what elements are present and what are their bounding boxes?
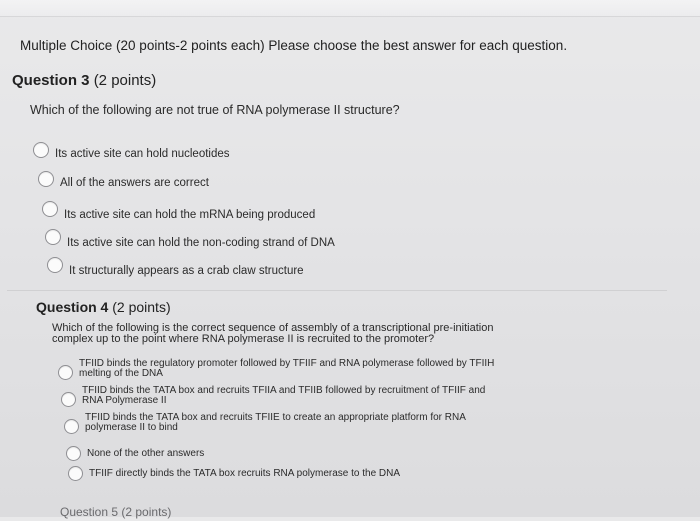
option-label	[85, 413, 466, 433]
question-4-number: Question 4	[36, 299, 109, 315]
option-label: It structurally appears as a crab claw structure	[69, 265, 304, 277]
radio-button[interactable]	[47, 257, 63, 273]
option-label: None of the other answers	[87, 448, 205, 459]
question-5-title-partial: Question 5 (2 points)	[60, 505, 172, 519]
option-line-1: TFIID binds the TATA box and recruits TFIIA and TFIIB followed by recruitment of TFIIF and	[82, 385, 486, 396]
option-line-1: TFIID binds the regulatory promoter followed by TFIIF and RNA polymerase followed by TFIIH	[79, 358, 495, 369]
question-3-points: (2 points)	[93, 72, 157, 89]
option-label	[79, 359, 494, 379]
radio-button[interactable]	[42, 201, 58, 217]
option-label: All of the answers are correct	[60, 177, 209, 189]
radio-button[interactable]	[33, 142, 49, 158]
option-label: TFIIF directly binds the TATA box recruits RNA polymerase to the DNA	[89, 468, 401, 479]
q3-option-2[interactable]	[38, 171, 209, 189]
option-label	[82, 386, 485, 406]
q3-option-3[interactable]	[42, 201, 315, 221]
option-label: Its active site can hold the non-coding strand of DNA	[67, 237, 335, 249]
radio-button[interactable]	[38, 171, 54, 187]
q4-option-2[interactable]	[61, 386, 485, 407]
instructions-header: Multiple Choice (20 points-2 points each) Please choose the best answer for each question.	[20, 38, 568, 53]
option-line-2: melting of the DNA	[79, 368, 163, 379]
question-4-prompt	[52, 323, 493, 345]
prompt-line-1: Which of the following is the correct sequence of assembly of a transcriptional pre-initiation	[52, 322, 494, 334]
q4-option-4[interactable]	[66, 446, 204, 461]
q3-option-4[interactable]	[45, 229, 335, 249]
radio-button[interactable]	[68, 466, 83, 481]
question-3-prompt: Which of the following are not true of RNA polymerase II structure?	[30, 103, 400, 117]
question-4-points: (2 points)	[112, 299, 171, 315]
radio-button[interactable]	[58, 365, 73, 380]
radio-button[interactable]	[61, 392, 76, 407]
option-label: Its active site can hold the mRNA being produced	[64, 209, 316, 221]
option-line-2: RNA Polymerase II	[82, 395, 167, 406]
q3-option-5[interactable]	[47, 257, 304, 277]
section-divider	[7, 290, 667, 291]
q4-option-3[interactable]	[64, 413, 466, 434]
radio-button[interactable]	[45, 229, 61, 245]
q3-option-1[interactable]	[33, 142, 230, 160]
question-3-number: Question 3	[12, 72, 90, 89]
q4-option-5[interactable]	[68, 466, 400, 481]
top-bar	[0, 0, 700, 17]
prompt-line-2: complex up to the point where RNA polymerase II is recruited to the promoter?	[52, 333, 435, 345]
radio-button[interactable]	[64, 419, 79, 434]
option-line-1: TFIID binds the TATA box and recruits TFIIE to create an appropriate platform for RNA	[85, 412, 466, 423]
question-4-title	[36, 299, 171, 315]
question-3-title	[12, 72, 156, 89]
option-label: Its active site can hold nucleotides	[55, 148, 230, 160]
q4-option-1[interactable]	[58, 359, 494, 380]
option-line-2: polymerase II to bind	[85, 422, 178, 433]
radio-button[interactable]	[66, 446, 81, 461]
